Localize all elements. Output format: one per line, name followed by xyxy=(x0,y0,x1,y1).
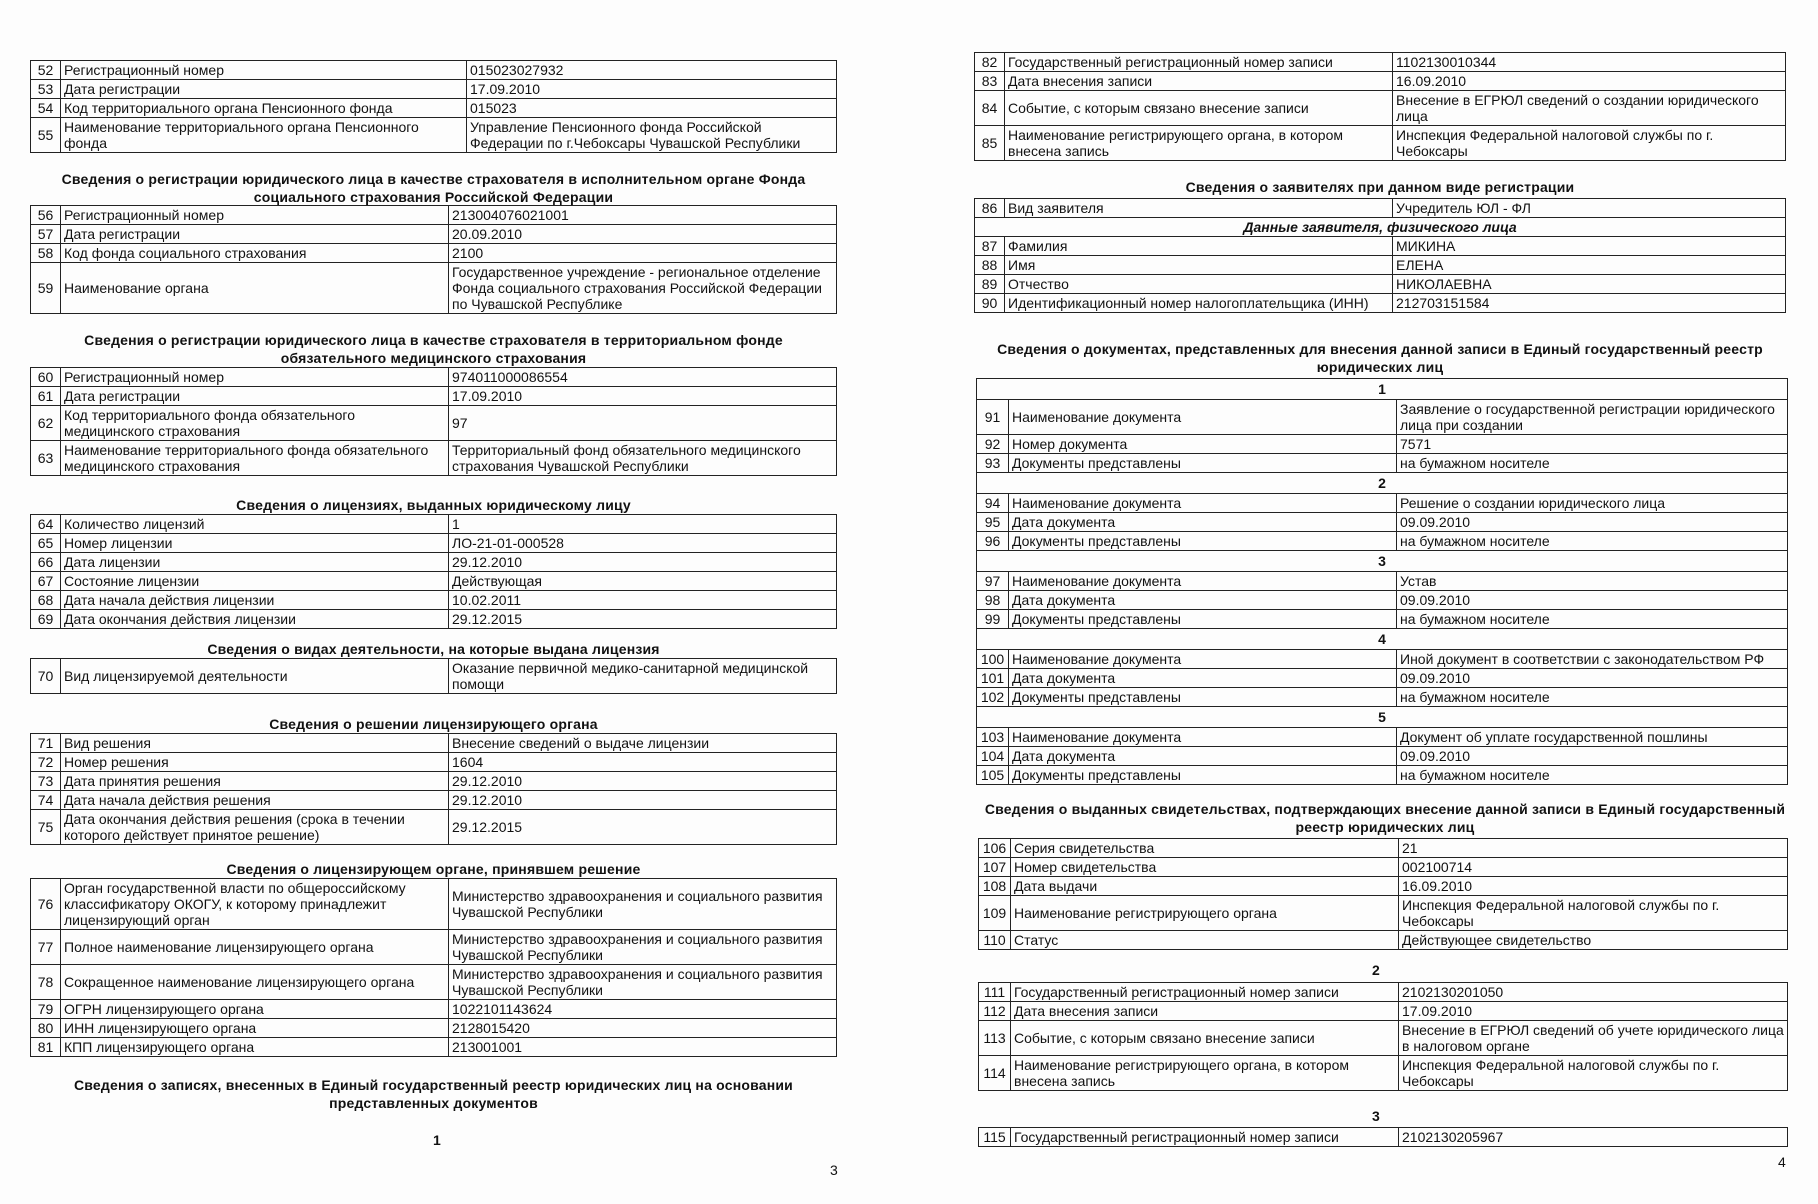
row-value: Инспекция Федеральной налоговой службы по г. Чебоксары xyxy=(1399,1056,1788,1091)
table-row xyxy=(977,688,1788,707)
row-value: 015023027932 xyxy=(467,61,837,80)
row-number: 64 xyxy=(31,515,61,534)
table-row xyxy=(31,118,837,153)
row-value: Внесение в ЕГРЮЛ сведений об учете юридического лица в налоговом органе xyxy=(1399,1021,1788,1056)
table-row xyxy=(977,766,1788,785)
table-row xyxy=(31,1000,837,1019)
row-value: 29.12.2015 xyxy=(449,810,837,845)
row-value: 21 xyxy=(1399,839,1788,858)
table-row xyxy=(977,728,1788,747)
right-page xyxy=(910,0,1818,1204)
table-row xyxy=(979,983,1788,1002)
row-label: Документы представлены xyxy=(1009,688,1397,707)
heading-records: Сведения о записях, внесенных в Единый государственный реестр юридических лиц на основании представленных документов xyxy=(74,1077,793,1111)
table-row xyxy=(977,747,1788,766)
table-row xyxy=(975,91,1786,126)
row-value: 16.09.2010 xyxy=(1399,877,1788,896)
table-row xyxy=(975,199,1786,218)
table-row xyxy=(31,753,837,772)
row-number: 104 xyxy=(977,747,1009,766)
table-fss-registration xyxy=(30,205,837,314)
row-value: Министерство здравоохранения и социального развития Чувашской Республики xyxy=(449,965,837,1000)
row-number: 56 xyxy=(31,206,61,225)
table-row xyxy=(979,931,1788,950)
row-label: Наименование документа xyxy=(1009,400,1397,435)
row-value: на бумажном носителе xyxy=(1397,532,1788,551)
row-label: Вид заявителя xyxy=(1005,199,1393,218)
table-row xyxy=(977,669,1788,688)
table-row xyxy=(31,441,837,476)
row-value: 002100714 xyxy=(1399,858,1788,877)
row-number: 71 xyxy=(31,734,61,753)
table-row xyxy=(975,72,1786,91)
row-label: Полное наименование лицензирующего органа xyxy=(61,930,449,965)
row-value: 7571 xyxy=(1397,435,1788,454)
row-label: Фамилия xyxy=(1005,237,1393,256)
row-label: Наименование регистрирующего органа xyxy=(1011,896,1399,931)
table-pfr-registration xyxy=(30,60,837,153)
document-group-number: 3 xyxy=(977,551,1788,572)
heading-certificates: Сведения о выданных свидетельствах, подтверждающих внесение данной записи в Единый государственный реестр юридических лиц xyxy=(984,801,1786,835)
row-value: Территориальный фонд обязательного медицинского страхования Чувашской Республики xyxy=(449,441,837,476)
row-label: ИНН лицензирующего органа xyxy=(61,1019,449,1038)
row-number: 74 xyxy=(31,791,61,810)
row-value: Оказание первичной медико-санитарной медицинской помощи xyxy=(449,659,837,694)
row-number: 93 xyxy=(977,454,1009,473)
row-value: 09.09.2010 xyxy=(1397,591,1788,610)
row-number: 59 xyxy=(31,263,61,314)
table-row xyxy=(979,839,1788,858)
table-row xyxy=(31,80,837,99)
page-number: 3 xyxy=(830,1162,838,1178)
document-group-row xyxy=(977,707,1788,728)
row-label: Наименование территориального органа Пенсионного фонда xyxy=(61,118,467,153)
row-value: Инспекция Федеральной налоговой службы по г. Чебоксары xyxy=(1399,896,1788,931)
row-number: 83 xyxy=(975,72,1005,91)
row-value: ЕЛЕНА xyxy=(1393,256,1786,275)
table-row xyxy=(31,659,837,694)
row-label: Сокращенное наименование лицензирующего органа xyxy=(61,965,449,1000)
row-label: Дата окончания действия решения (срока в течении которого действует принятое решение) xyxy=(61,810,449,845)
heading-authority: Сведения о лицензирующем органе, принявшем решение xyxy=(226,861,641,877)
row-number: 54 xyxy=(31,99,61,118)
heading-applicants: Сведения о заявителях при данном виде регистрации xyxy=(1185,179,1575,195)
row-label: Код территориального фонда обязательного медицинского страхования xyxy=(61,406,449,441)
row-label: Дата документа xyxy=(1009,669,1397,688)
table-row xyxy=(31,810,837,845)
row-label: Отчество xyxy=(1005,275,1393,294)
table-row xyxy=(31,263,837,314)
row-label: Наименование документа xyxy=(1009,494,1397,513)
row-value: НИКОЛАЕВНА xyxy=(1393,275,1786,294)
row-number: 86 xyxy=(975,199,1005,218)
row-label: Дата документа xyxy=(1009,747,1397,766)
row-value: Решение о создании юридического лица xyxy=(1397,494,1788,513)
row-label: Государственный регистрационный номер записи xyxy=(1005,53,1393,72)
row-label: Государственный регистрационный номер записи xyxy=(1011,1128,1399,1147)
table-record-1 xyxy=(974,52,1786,161)
row-number: 57 xyxy=(31,225,61,244)
table-row xyxy=(31,225,837,244)
row-value: Государственное учреждение - региональное отделение Фонда социального страхования Российской Федерации по Чувашской Республике xyxy=(449,263,837,314)
row-value: Внесение в ЕГРЮЛ сведений о создании юридического лица xyxy=(1393,91,1786,126)
row-label: ОГРН лицензирующего органа xyxy=(61,1000,449,1019)
row-number: 75 xyxy=(31,810,61,845)
row-value: 213001001 xyxy=(449,1038,837,1057)
document-group-number: 4 xyxy=(977,629,1788,650)
table-row xyxy=(977,513,1788,532)
table-row xyxy=(975,256,1786,275)
row-number: 108 xyxy=(979,877,1011,896)
row-number: 111 xyxy=(979,983,1011,1002)
row-value: МИКИНА xyxy=(1393,237,1786,256)
table-certificates xyxy=(978,838,1788,950)
table-activities xyxy=(30,658,837,694)
heading-fss: Сведения о регистрации юридического лица в качестве страхователя в исполнительном органе Фонда социального страхования Российской Федерации xyxy=(61,171,806,205)
row-value: на бумажном носителе xyxy=(1397,688,1788,707)
row-number: 80 xyxy=(31,1019,61,1038)
row-number: 112 xyxy=(979,1002,1011,1021)
row-number: 89 xyxy=(975,275,1005,294)
row-label: Дата внесения записи xyxy=(1011,1002,1399,1021)
row-number: 105 xyxy=(977,766,1009,785)
row-label: Номер свидетельства xyxy=(1011,858,1399,877)
row-number: 81 xyxy=(31,1038,61,1057)
row-number: 62 xyxy=(31,406,61,441)
row-label: Наименование органа xyxy=(61,263,449,314)
row-number: 70 xyxy=(31,659,61,694)
row-value: 17.09.2010 xyxy=(449,387,837,406)
table-row xyxy=(979,877,1788,896)
row-label: КПП лицензирующего органа xyxy=(61,1038,449,1057)
row-value: Инспекция Федеральной налоговой службы по г. Чебоксары xyxy=(1393,126,1786,161)
row-label: Документы представлены xyxy=(1009,610,1397,629)
row-value: 17.09.2010 xyxy=(467,80,837,99)
row-number: 87 xyxy=(975,237,1005,256)
row-label: Состояние лицензии xyxy=(61,572,449,591)
row-label: Серия свидетельства xyxy=(1011,839,1399,858)
table-row xyxy=(977,494,1788,513)
row-value: на бумажном носителе xyxy=(1397,766,1788,785)
row-number: 72 xyxy=(31,753,61,772)
row-value: Иной документ в соответствии с законодательством РФ xyxy=(1397,650,1788,669)
row-value: 2102130205967 xyxy=(1399,1128,1788,1147)
row-value: Заявление о государственной регистрации юридического лица при создании xyxy=(1397,400,1788,435)
table-row xyxy=(975,53,1786,72)
row-number: 65 xyxy=(31,534,61,553)
page-number: 4 xyxy=(1778,1154,1786,1170)
record-number: 1 xyxy=(433,1132,441,1148)
row-number: 60 xyxy=(31,368,61,387)
document-group-row xyxy=(977,473,1788,494)
row-label: Регистрационный номер xyxy=(61,61,467,80)
row-label: Код фонда социального страхования xyxy=(61,244,449,263)
row-value: 29.12.2010 xyxy=(449,772,837,791)
row-number: 55 xyxy=(31,118,61,153)
table-row xyxy=(979,1128,1788,1147)
row-value: Действующая xyxy=(449,572,837,591)
row-number: 79 xyxy=(31,1000,61,1019)
row-label: Дата начала действия лицензии xyxy=(61,591,449,610)
table-row xyxy=(31,387,837,406)
table-row xyxy=(31,591,837,610)
row-label: Наименование территориального фонда обязательного медицинского страхования xyxy=(61,441,449,476)
record-3-number: 3 xyxy=(1372,1108,1380,1124)
table-row xyxy=(979,896,1788,931)
row-value: 97 xyxy=(449,406,837,441)
row-value: 213004076021001 xyxy=(449,206,837,225)
table-row xyxy=(977,454,1788,473)
document-group-number: 1 xyxy=(977,379,1788,400)
table-row xyxy=(31,610,837,629)
table-row xyxy=(977,650,1788,669)
row-value: на бумажном носителе xyxy=(1397,610,1788,629)
row-label: Дата окончания действия лицензии xyxy=(61,610,449,629)
table-row xyxy=(31,734,837,753)
table-row xyxy=(31,206,837,225)
row-number: 99 xyxy=(977,610,1009,629)
row-label: Номер лицензии xyxy=(61,534,449,553)
row-value: 29.12.2010 xyxy=(449,791,837,810)
row-value: Устав xyxy=(1397,572,1788,591)
heading-foms: Сведения о регистрации юридического лица в качестве страхователя в территориальном фонде обязательного медицинского страхования xyxy=(84,332,783,366)
row-number: 69 xyxy=(31,610,61,629)
row-number: 96 xyxy=(977,532,1009,551)
row-value: 09.09.2010 xyxy=(1397,669,1788,688)
row-number: 76 xyxy=(31,879,61,930)
row-number: 63 xyxy=(31,441,61,476)
row-number: 101 xyxy=(977,669,1009,688)
row-label: Документы представлены xyxy=(1009,454,1397,473)
applicant-subheading: Данные заявителя, физического лица xyxy=(975,218,1786,237)
heading-documents: Сведения о документах, представленных для внесения данной записи в Единый государственный реестр юридических лиц xyxy=(997,341,1763,375)
table-row xyxy=(31,791,837,810)
row-number: 106 xyxy=(979,839,1011,858)
document-group-row xyxy=(977,551,1788,572)
row-value: 17.09.2010 xyxy=(1399,1002,1788,1021)
row-value: 2100 xyxy=(449,244,837,263)
row-value: Учредитель ЮЛ - ФЛ xyxy=(1393,199,1786,218)
row-value: Внесение сведений о выдаче лицензии xyxy=(449,734,837,753)
table-decision xyxy=(30,733,837,845)
row-label: Дата лицензии xyxy=(61,553,449,572)
document-group-row xyxy=(977,629,1788,650)
row-label: Имя xyxy=(1005,256,1393,275)
row-value: 212703151584 xyxy=(1393,294,1786,313)
row-value: Министерство здравоохранения и социального развития Чувашской Республики xyxy=(449,879,837,930)
table-foms-registration xyxy=(30,367,837,476)
row-label: Регистрационный номер xyxy=(61,368,449,387)
table-row xyxy=(977,400,1788,435)
row-label: Наименование документа xyxy=(1009,572,1397,591)
row-number: 95 xyxy=(977,513,1009,532)
row-value: 1604 xyxy=(449,753,837,772)
row-label: Статус xyxy=(1011,931,1399,950)
row-value: Действующее свидетельство xyxy=(1399,931,1788,950)
row-number: 113 xyxy=(979,1021,1011,1056)
row-number: 68 xyxy=(31,591,61,610)
row-value: 09.09.2010 xyxy=(1397,513,1788,532)
row-number: 73 xyxy=(31,772,61,791)
table-subheading-row xyxy=(975,218,1786,237)
row-label: Наименование регистрирующего органа, в котором внесена запись xyxy=(1011,1056,1399,1091)
row-number: 107 xyxy=(979,858,1011,877)
row-value: 1 xyxy=(449,515,837,534)
table-row xyxy=(31,965,837,1000)
row-label: Дата документа xyxy=(1009,513,1397,532)
row-value: 09.09.2010 xyxy=(1397,747,1788,766)
row-value: 2102130201050 xyxy=(1399,983,1788,1002)
heading-licenses: Сведения о лицензиях, выданных юридическому лицу xyxy=(236,497,631,513)
table-record-2 xyxy=(978,982,1788,1091)
row-label: Дата регистрации xyxy=(61,387,449,406)
table-row xyxy=(979,858,1788,877)
row-number: 61 xyxy=(31,387,61,406)
table-row xyxy=(975,126,1786,161)
table-record-3 xyxy=(978,1127,1788,1147)
table-row xyxy=(975,275,1786,294)
table-row xyxy=(977,572,1788,591)
row-label: Наименование регистрирующего органа, в котором внесена запись xyxy=(1005,126,1393,161)
table-row xyxy=(977,591,1788,610)
table-licenses xyxy=(30,514,837,629)
row-value: на бумажном носителе xyxy=(1397,454,1788,473)
table-row xyxy=(31,879,837,930)
row-label: Документы представлены xyxy=(1009,532,1397,551)
heading-activities: Сведения о видах деятельности, на которые выдана лицензия xyxy=(207,641,660,657)
row-number: 82 xyxy=(975,53,1005,72)
row-value: ЛО-21-01-000528 xyxy=(449,534,837,553)
row-number: 98 xyxy=(977,591,1009,610)
row-number: 66 xyxy=(31,553,61,572)
table-row xyxy=(979,1021,1788,1056)
row-label: Идентификационный номер налогоплательщика (ИНН) xyxy=(1005,294,1393,313)
row-number: 77 xyxy=(31,930,61,965)
row-value: 015023 xyxy=(467,99,837,118)
row-number: 91 xyxy=(977,400,1009,435)
row-number: 97 xyxy=(977,572,1009,591)
document-group-row xyxy=(977,379,1788,400)
table-row xyxy=(977,610,1788,629)
row-label: Вид лицензируемой деятельности xyxy=(61,659,449,694)
row-number: 78 xyxy=(31,965,61,1000)
table-row xyxy=(31,930,837,965)
heading-decision: Сведения о решении лицензирующего органа xyxy=(269,716,598,732)
table-row xyxy=(31,99,837,118)
row-number: 67 xyxy=(31,572,61,591)
row-number: 102 xyxy=(977,688,1009,707)
row-value: Документ об уплате государственной пошлины xyxy=(1397,728,1788,747)
document-group-number: 5 xyxy=(977,707,1788,728)
row-label: Наименование документа xyxy=(1009,728,1397,747)
row-number: 114 xyxy=(979,1056,1011,1091)
row-label: Количество лицензий xyxy=(61,515,449,534)
row-number: 92 xyxy=(977,435,1009,454)
table-authority xyxy=(30,878,837,1057)
table-row xyxy=(31,515,837,534)
table-row xyxy=(975,237,1786,256)
table-row xyxy=(31,244,837,263)
row-value: 29.12.2015 xyxy=(449,610,837,629)
row-value: 1102130010344 xyxy=(1393,53,1786,72)
row-label: Дата принятия решения xyxy=(61,772,449,791)
row-value: 29.12.2010 xyxy=(449,553,837,572)
row-number: 115 xyxy=(979,1128,1011,1147)
table-row xyxy=(31,772,837,791)
table-row xyxy=(31,368,837,387)
row-label: Дата начала действия решения xyxy=(61,791,449,810)
row-value: 1022101143624 xyxy=(449,1000,837,1019)
table-row xyxy=(31,61,837,80)
row-number: 85 xyxy=(975,126,1005,161)
table-row xyxy=(31,572,837,591)
row-label: Событие, с которым связано внесение записи xyxy=(1005,91,1393,126)
row-number: 103 xyxy=(977,728,1009,747)
row-number: 53 xyxy=(31,80,61,99)
row-value: Министерство здравоохранения и социального развития Чувашской Республики xyxy=(449,930,837,965)
row-label: Орган государственной власти по общероссийскому классификатору ОКОГУ, к которому принадлежит лицензирующий орган xyxy=(61,879,449,930)
row-number: 84 xyxy=(975,91,1005,126)
table-row xyxy=(31,1038,837,1057)
row-label: Дата регистрации xyxy=(61,225,449,244)
row-label: Номер документа xyxy=(1009,435,1397,454)
row-value: 16.09.2010 xyxy=(1393,72,1786,91)
table-applicant xyxy=(974,198,1786,313)
row-label: Код территориального органа Пенсионного фонда xyxy=(61,99,467,118)
row-value: 10.02.2011 xyxy=(449,591,837,610)
table-row xyxy=(31,534,837,553)
row-label: Документы представлены xyxy=(1009,766,1397,785)
table-documents xyxy=(976,378,1788,785)
document-group-number: 2 xyxy=(977,473,1788,494)
row-number: 110 xyxy=(979,931,1011,950)
row-label: Дата документа xyxy=(1009,591,1397,610)
row-number: 88 xyxy=(975,256,1005,275)
row-label: Вид решения xyxy=(61,734,449,753)
row-label: Дата выдачи xyxy=(1011,877,1399,896)
table-row xyxy=(979,1056,1788,1091)
table-row xyxy=(31,1019,837,1038)
row-value: 974011000086554 xyxy=(449,368,837,387)
table-row xyxy=(31,406,837,441)
row-number: 58 xyxy=(31,244,61,263)
row-label: Событие, с которым связано внесение записи xyxy=(1011,1021,1399,1056)
table-row xyxy=(979,1002,1788,1021)
row-label: Регистрационный номер xyxy=(61,206,449,225)
row-number: 94 xyxy=(977,494,1009,513)
row-label: Номер решения xyxy=(61,753,449,772)
table-row xyxy=(31,553,837,572)
record-2-number: 2 xyxy=(1372,962,1380,978)
row-label: Наименование документа xyxy=(1009,650,1397,669)
row-number: 100 xyxy=(977,650,1009,669)
row-number: 90 xyxy=(975,294,1005,313)
table-row xyxy=(977,435,1788,454)
row-value: 2128015420 xyxy=(449,1019,837,1038)
table-row xyxy=(977,532,1788,551)
row-number: 52 xyxy=(31,61,61,80)
row-value: 20.09.2010 xyxy=(449,225,837,244)
row-value: Управление Пенсионного фонда Российской Федерации по г.Чебоксары Чувашской Республики xyxy=(467,118,837,153)
row-label: Дата регистрации xyxy=(61,80,467,99)
row-label: Государственный регистрационный номер записи xyxy=(1011,983,1399,1002)
row-number: 109 xyxy=(979,896,1011,931)
table-row xyxy=(975,294,1786,313)
row-label: Дата внесения записи xyxy=(1005,72,1393,91)
